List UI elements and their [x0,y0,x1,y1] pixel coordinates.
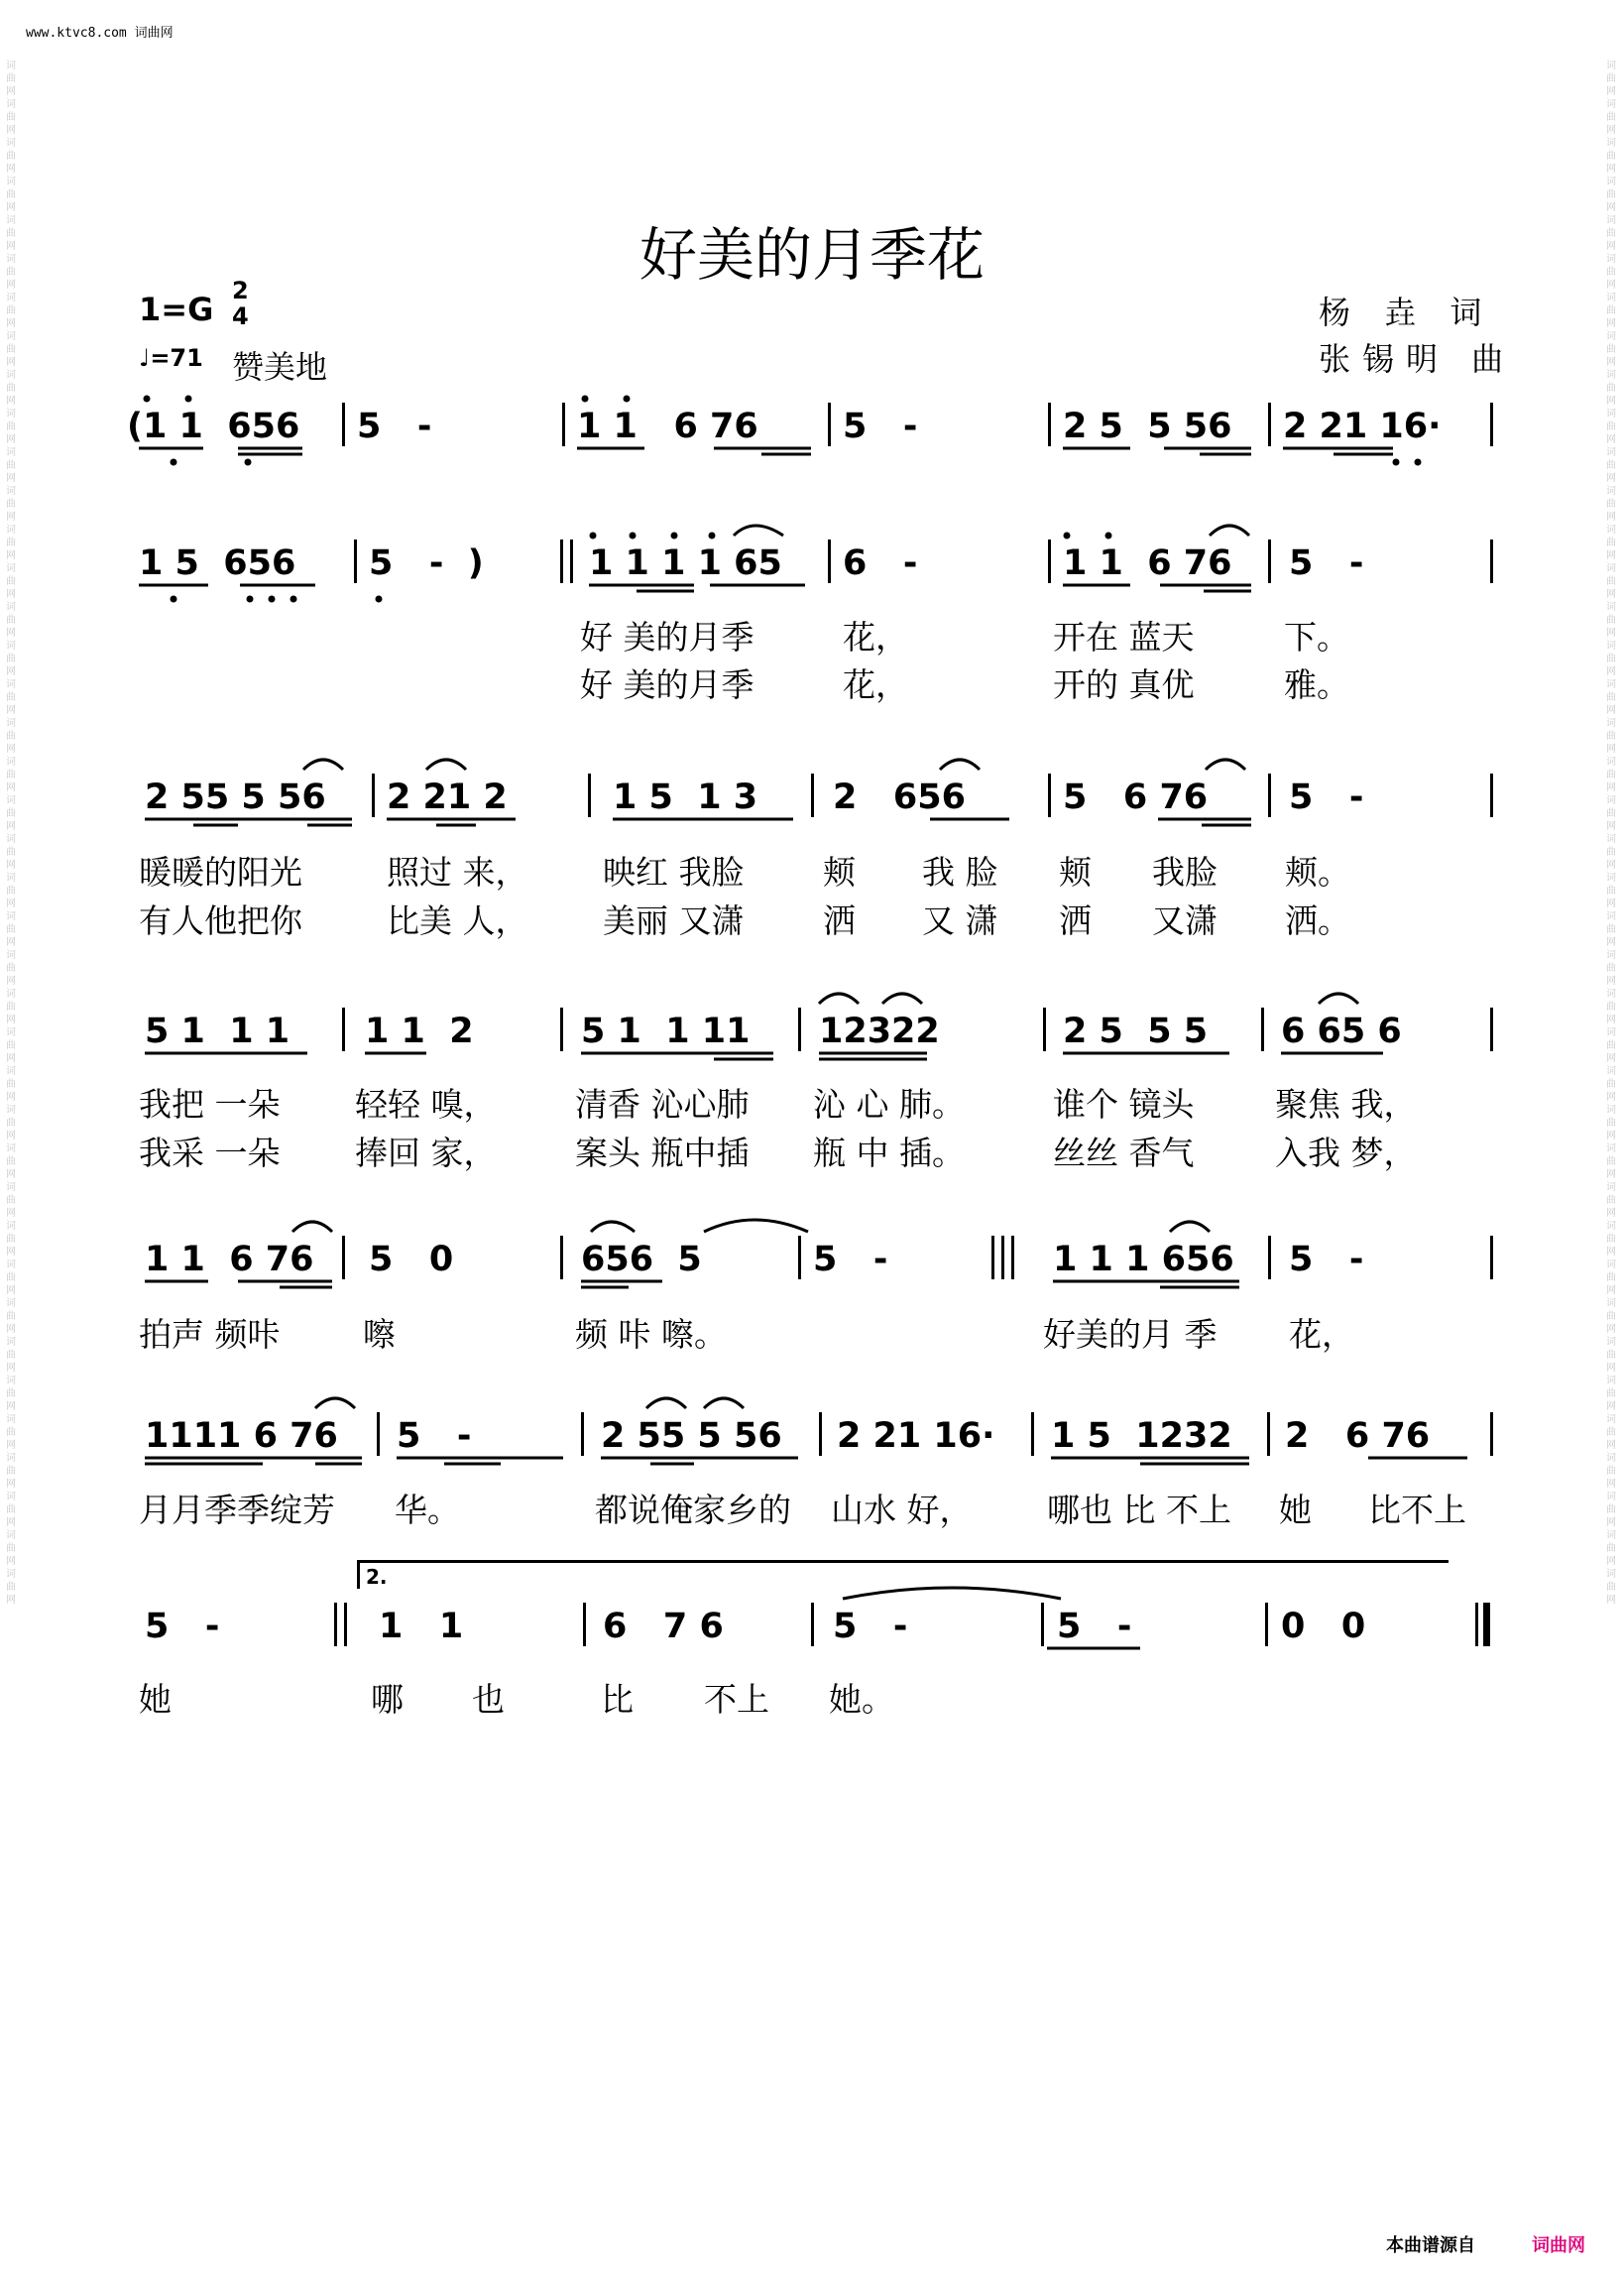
right-watermark: 词曲网词曲网词曲网词曲网词曲网词曲网词曲网词曲网词曲网词曲网词曲网词曲网词曲网词曲网词曲网词曲网词曲网词曲网词曲网词曲网词曲网词曲网词曲网词曲网词曲网词曲网词曲网词曲网词曲网词曲网词曲网词曲网词曲网词曲网词曲网词曲网词曲网词曲网词曲网词曲网 [1606,60,1616,1606]
lyric: 比美 人， [387,901,528,940]
measure: 5 - [843,407,918,446]
lyric: 山水 好， [831,1491,973,1529]
lyric: 谁个 镜头 [1053,1085,1195,1124]
lyric: 暖暖的阳光 [139,853,302,892]
time-bottom: 4 [232,302,249,330]
measure: 1 1 6 76 [145,1240,314,1279]
composer-credit: 张锡明 曲 [1319,340,1516,378]
lyric: 不上 [704,1680,769,1719]
measure: 1 1 1 1 65 [589,543,782,583]
lyric: 她 [1279,1491,1312,1529]
site-url[interactable]: www.ktvc8.com 词曲网 [26,26,174,41]
measure: 5 - [813,1240,888,1279]
lyric: 她。 [829,1680,894,1719]
measure: 5 - [357,407,432,446]
measure: 1 1 6 76 [1063,543,1232,583]
lyric: 花， [843,665,908,704]
measure: 1 5 1 3 [613,778,758,817]
measure: 2 5 5 56 [1063,407,1232,446]
measure: 1 1 6 76 [577,407,758,446]
measure: 6 65 6 [1281,1012,1402,1051]
measure: 12322 [819,1012,940,1051]
lyric: 颊 [823,853,856,892]
lyric: 拍声 频咔 [139,1315,281,1354]
lyric: 又潇 [1152,901,1218,940]
lyric: 沁 心 肺。 [813,1085,965,1124]
lyric: 都说俺家乡的 [595,1491,791,1529]
lyric: 捧回 家， [355,1134,497,1172]
page-title: 好美的月季花 [638,221,985,289]
lyric: 洒。 [1285,901,1350,940]
lyric: 瓶 中 插。 [813,1134,965,1172]
measure: 2 5 5 5 [1063,1012,1209,1051]
lyric: 哪也 比 不上 [1047,1491,1231,1529]
measure: (1 1 656 [127,407,300,446]
lyric: 有人他把你 [139,901,302,940]
expression-mark: 赞美地 [232,348,328,386]
measure: 2 21 16· [1283,407,1442,446]
lyric: 华。 [395,1491,460,1529]
measure: 5 - [145,1607,220,1646]
lyric: 我脸 [1152,853,1218,892]
lyric: 我采 一朵 [139,1134,281,1172]
lyric: 入我 梦， [1275,1134,1417,1172]
measure: 2 656 [833,778,966,817]
footer-source-label: 本曲谱源自 [1386,2235,1475,2256]
measure: 2 21 16· [837,1416,995,1456]
lyric: 美丽 又潇 [603,901,745,940]
lyric: 洒 [1059,901,1092,940]
volta-label: 2. [366,1565,388,1589]
lyric: 她 [139,1680,172,1719]
lyric: 颊 [1059,853,1092,892]
lyric: 我把 一朵 [139,1085,281,1124]
lyric: 洒 [823,901,856,940]
measure: 6 - [843,543,918,583]
lyric: 好美的月 季 [1043,1315,1218,1354]
measure: 656 5 [581,1240,702,1279]
measure: 5 - [1289,543,1364,583]
lyric: 下。 [1284,618,1349,657]
measure: 1 5 656 [139,543,296,583]
lyric: 开的 真优 [1053,665,1195,704]
lyric: 清香 沁心肺 [575,1085,750,1124]
measure: 2 55 5 56 [145,778,326,817]
measure: 5 - [1057,1607,1132,1646]
measure: 6 7 6 [603,1607,724,1646]
measure: 5 - [833,1607,908,1646]
measure: 1111 6 76 [145,1416,338,1456]
measure: 0 0 [1281,1607,1366,1646]
lyric: 比 [601,1680,634,1719]
tempo-mark: ♩=71 [139,344,203,372]
lyric: 好 美的月季 [580,618,754,657]
lyric: 哪 [371,1680,404,1719]
lyricist-credit: 杨 垚 词 [1319,294,1494,331]
lyric: 嚓 [363,1315,396,1354]
left-watermark: 词曲网词曲网词曲网词曲网词曲网词曲网词曲网词曲网词曲网词曲网词曲网词曲网词曲网词曲网词曲网词曲网词曲网词曲网词曲网词曲网词曲网词曲网词曲网词曲网词曲网词曲网词曲网词曲网词曲网词曲网词曲网词曲网词曲网词曲网词曲网词曲网词曲网词曲网词曲网词曲网 [6,60,16,1606]
lyric: 花， [1289,1315,1354,1354]
time-top: 2 [232,277,249,304]
lyric: 颊。 [1285,853,1350,892]
measure: 1 1 2 [365,1012,474,1051]
measure: 1 1 1 656 [1053,1240,1234,1279]
footer-brand-link[interactable]: 词曲网 [1532,2235,1585,2256]
measure: 1 1 [379,1607,464,1646]
lyric: 雅。 [1284,665,1349,704]
measure: 5 1 1 11 [581,1012,751,1051]
measure: 2 21 2 [387,778,508,817]
lyric: 也 [472,1680,505,1719]
lyric: 月月季季绽芳 [139,1491,335,1529]
lyric: 比不上 [1368,1491,1466,1529]
measure: 5 - ) [369,543,484,583]
lyric: 又 潇 [922,901,998,940]
measure: 2 55 5 56 [601,1416,782,1456]
lyric: 我 脸 [922,853,998,892]
key-signature: 1=G [139,291,214,328]
lyric: 花， [843,618,908,657]
measure: 5 - [1289,1240,1364,1279]
lyric: 映红 我脸 [603,853,745,892]
measure: 5 0 [369,1240,454,1279]
lyric: 开在 蓝天 [1053,618,1195,657]
lyric: 好 美的月季 [580,665,754,704]
measure: 2 6 76 [1285,1416,1431,1456]
lyric: 丝丝 香气 [1053,1134,1195,1172]
measure: 5 - [1289,778,1364,817]
measure: 5 1 1 1 [145,1012,290,1051]
lyric: 聚焦 我， [1275,1085,1417,1124]
measure: 1 5 1232 [1051,1416,1232,1456]
lyric: 照过 来， [387,853,528,892]
measure: 5 6 76 [1063,778,1209,817]
lyric: 频 咔 嚓。 [575,1315,727,1354]
measure: 5 - [397,1416,472,1456]
lyric: 案头 瓶中插 [575,1134,750,1172]
lyric: 轻轻 嗅， [355,1085,497,1124]
